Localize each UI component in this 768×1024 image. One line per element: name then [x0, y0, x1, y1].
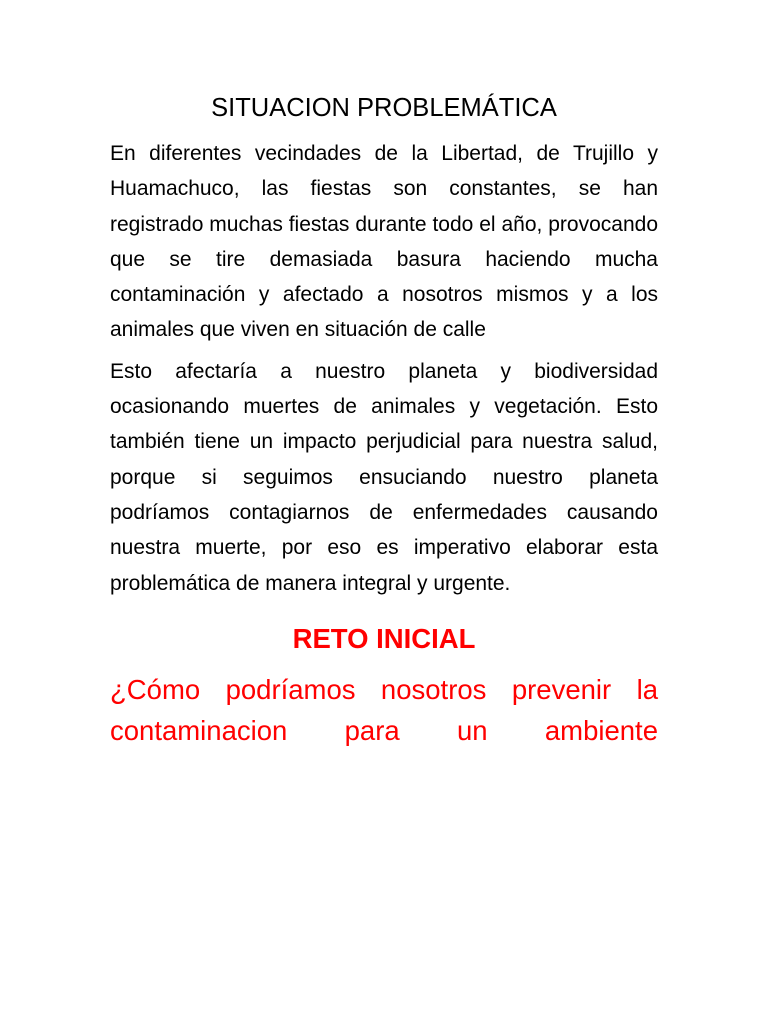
document-content — [110, 86, 658, 751]
reto-question: ¿Cómo podríamos nosotros prevenir la contaminacion para un ambiente — [110, 673, 658, 746]
page-title: SITUACION PROBLEMÁTICA — [211, 94, 557, 122]
paragraph-impact: Esto afectaría a nuestro planeta y biodiversidad ocasionando muertes de animales y vegetación. Esto también tiene un impacto perjudicial para nuestra salud, porque si seguimos ensuciando nuestro planeta podríamos contagiarnos de enfermedades causando nuestra muerte, por eso es imperativo elaborar esta problemática de manera integral y urgente. — [110, 359, 658, 595]
paragraph-situation: En diferentes vecindades de la Libertad, de Trujillo y Huamachuco, las fiestas son constantes, se han registrado muchas fiestas durante todo el año, provocando que se tire demasiada basura haciendo mucha contaminación y afectado a nosotros mismos y a los animales que viven en situación de calle — [110, 142, 658, 342]
reto-inicial-heading: RETO INICIAL — [292, 622, 476, 654]
